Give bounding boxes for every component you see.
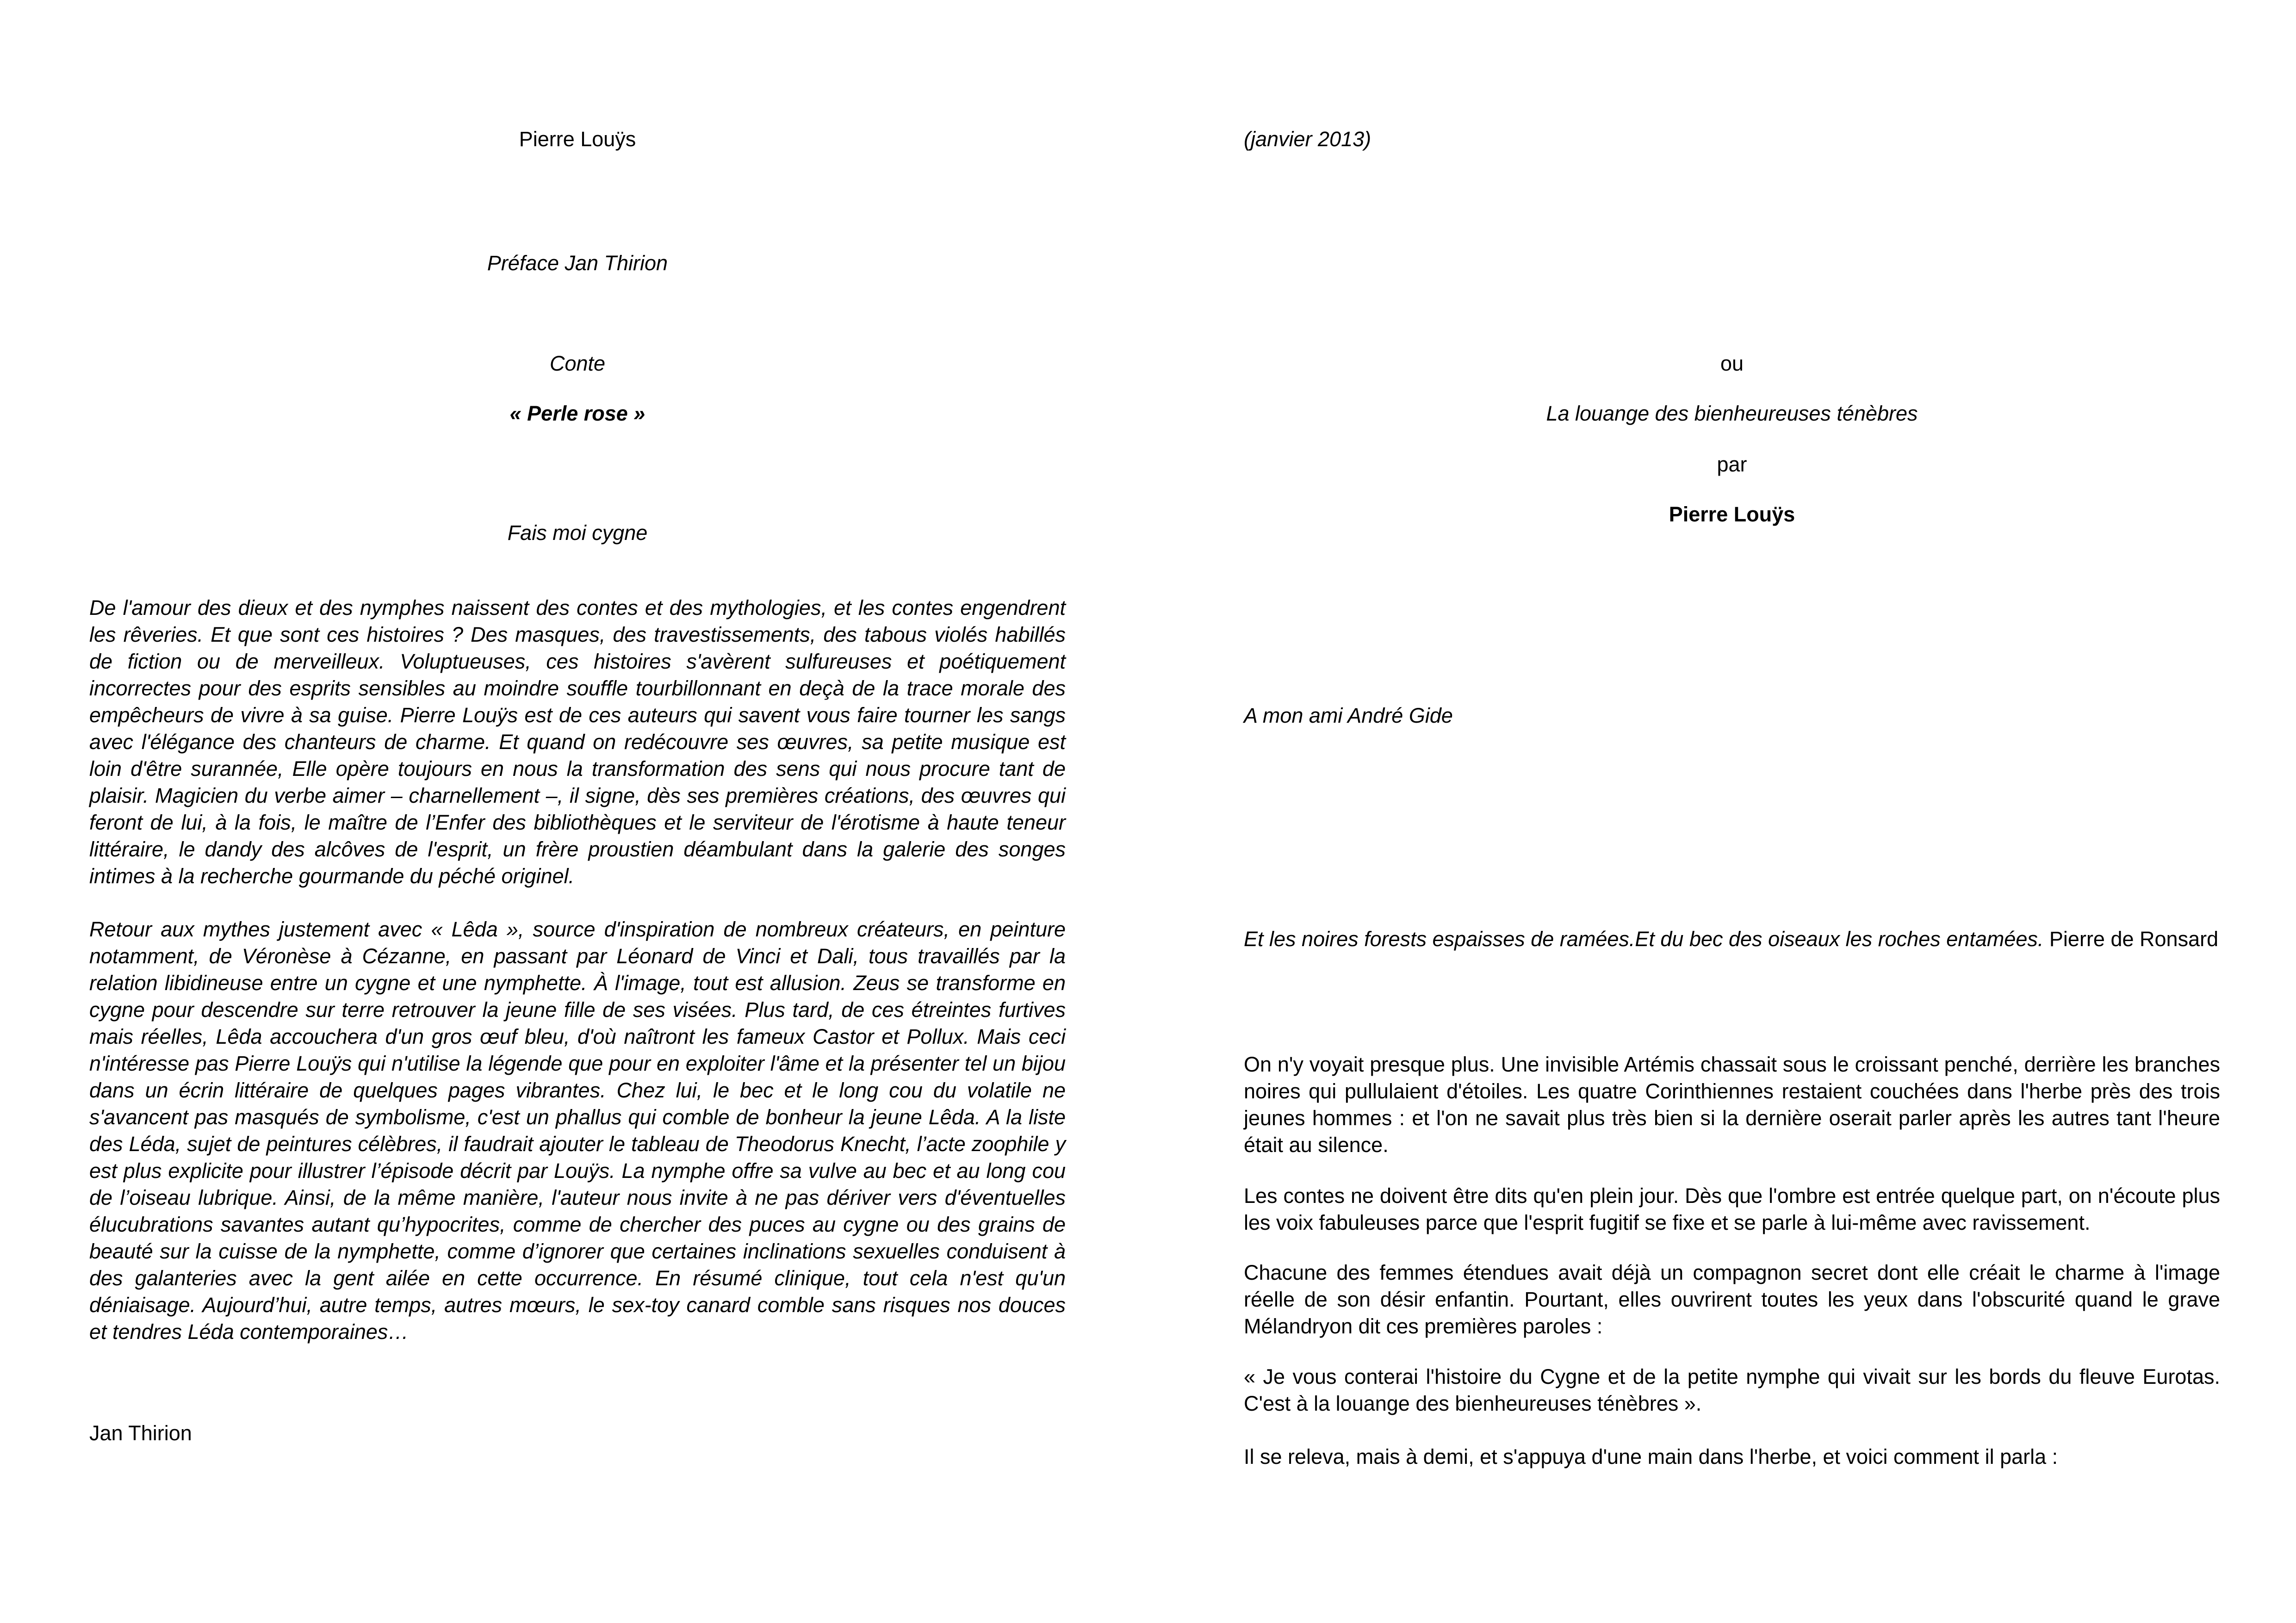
dedication: A mon ami André Gide (1244, 704, 1453, 727)
story-paragraph-1: On n'y voyait presque plus. Une invisible Artémis chassait sous le croissant penché, derrière les branches noires qui pullulaient d'étoiles. Les quatre Corinthiennes restaient couchées dans l'herbe près des trois jeunes hommes : et l'on ne savait plus très bien si la dernière oserait parler après les autres tant l'heure était au silence. (1244, 1053, 2220, 1157)
preface-credit: Préface Jan Thirion (487, 251, 668, 275)
genre-label: Conte (549, 352, 606, 375)
left-author: Pierre Louÿs (519, 127, 636, 151)
preface-paragraph-2: Retour aux mythes justement avec « Lêda », source d'inspiration de nombreux créateurs, en peinture notamment, de Véronèse à Cézanne, en passant par Léonard de Vinci et Dali, tous travaillés par la relation libidineuse entre un cygne et une nymphette. À l'image, tout est allusion. Zeus se transforme en cygne pour descendre sur terre retrouver la jeune fille de ses visées. Plus tard, de ces étreintes furtives mais réelles, Lêda accouchera d'un gros œuf bleu, d'où naîtront les fameux Castor et Pollux. Mais ceci n'intéresse pas Pierre Louÿs qui n'utilise la légende que pour en exploiter l'âme et la présenter tel un bijou dans un écrin littéraire de quelques pages vibrantes. Chez lui, le bec et le long cou du volatile ne s'avancent pas masqués de symbolisme, c'est un phallus qui comble de bonheur la jeune Lêda. A la liste des Léda, sujet de peintures célèbres, il faudrait ajouter le tableau de Theodorus Knecht, l’acte zoophile y est plus explicite pour illustrer l’épisode décrit par Louÿs. La nymphe offre sa vulve au bec et au long cou de l’oiseau lubrique. Ainsi, de la même manière, l'auteur nous invite à ne pas dériver vers d'éventuelles élucubrations savantes autant qu’hypocrites, comme de chercher des puces au cygne ou des grains de beauté sur la cuisse de la nymphette, comme d’ignorer que certaines inclinations sexuelles conduisent à des galanteries avec la gent ailée en cette occurrence. En résumé clinique, tout cela n'est qu'un déniaisage. Aujourd’hui, autre temps, autres mœurs, le sex-toy canard comble sans risques nos douces et tendres Léda contemporaines… (89, 917, 1066, 1344)
title-par: par (1717, 452, 1747, 476)
date-note: (janvier 2013) (1244, 127, 1371, 151)
story-paragraph-2: Les contes ne doivent être dits qu'en plein jour. Dès que l'ombre est entrée quelque part, on n'écoute plus les voix fabuleuses parce que l'esprit fugitif se fixe et se parle à lui-même avec ravissement. (1244, 1184, 2220, 1234)
story-title: « Perle rose » (509, 402, 645, 425)
subtitle: La louange des bienheureuses ténèbres (1546, 402, 1918, 425)
story-paragraph-4: « Je vous conterai l'histoire du Cygne et de la petite nymphe qui vivait sur les bords du fleuve Eurotas. C'est à la louange des bienheureuses ténèbres ». (1244, 1365, 2220, 1415)
right-author: Pierre Louÿs (1669, 502, 1795, 526)
epigraph-author: Pierre de Ronsard (2049, 927, 2219, 951)
preface-heading: Fais moi cygne (507, 521, 648, 545)
story-paragraph-3: Chacune des femmes étendues avait déjà un compagnon secret dont elle créait le charme à l'image réelle de son désir enfantin. Pourtant, elles ouvrirent toutes les yeux dans l'obscurité quand le grave Mélandryon dit ces premières paroles : (1244, 1261, 2220, 1338)
title-ou: ou (1720, 352, 1744, 375)
preface-signature: Jan Thirion (89, 1421, 192, 1445)
story-paragraph-5: Il se releva, mais à demi, et s'appuya d'une main dans l'herbe, et voici comment il parla : (1244, 1445, 2058, 1468)
epigraph-quote: Et les noires forests espaisses de ramées.Et du bec des oiseaux les roches entamées. (1244, 927, 2044, 951)
preface-paragraph-1: De l'amour des dieux et des nymphes naissent des contes et des mythologies, et les contes engendrent les rêveries. Et que sont ces histoires ? Des masques, des travestissements, des tabous violés habillés de fiction ou de merveilleux. Voluptueuses, ces histoires s'avèrent sulfureuses et poétiquement incorrectes pour des esprits sensibles au moindre souffle tourbillonnant en deçà de la trace morale des empêcheurs de vivre à sa guise. Pierre Louÿs est de ces auteurs qui savent vous faire tourner les sangs avec l'élégance des chanteurs de charme. Et quand on redécouvre ses œuvres, sa petite musique est loin d'être surannée, Elle opère toujours en nous la transformation des sens qui nous procure tant de plaisir. Magicien du verbe aimer – charnellement –, il signe, dès ses premières créations, des œuvres qui feront de lui, à la fois, le maître de l’Enfer des bibliothèques et le serviteur de l'érotisme à haute teneur littéraire, le dandy des alcôves de l'esprit, un frère proustien déambulant dans la galerie des songes intimes à la recherche gourmande du péché originel. (89, 596, 1066, 888)
epigraph (1244, 926, 2220, 953)
